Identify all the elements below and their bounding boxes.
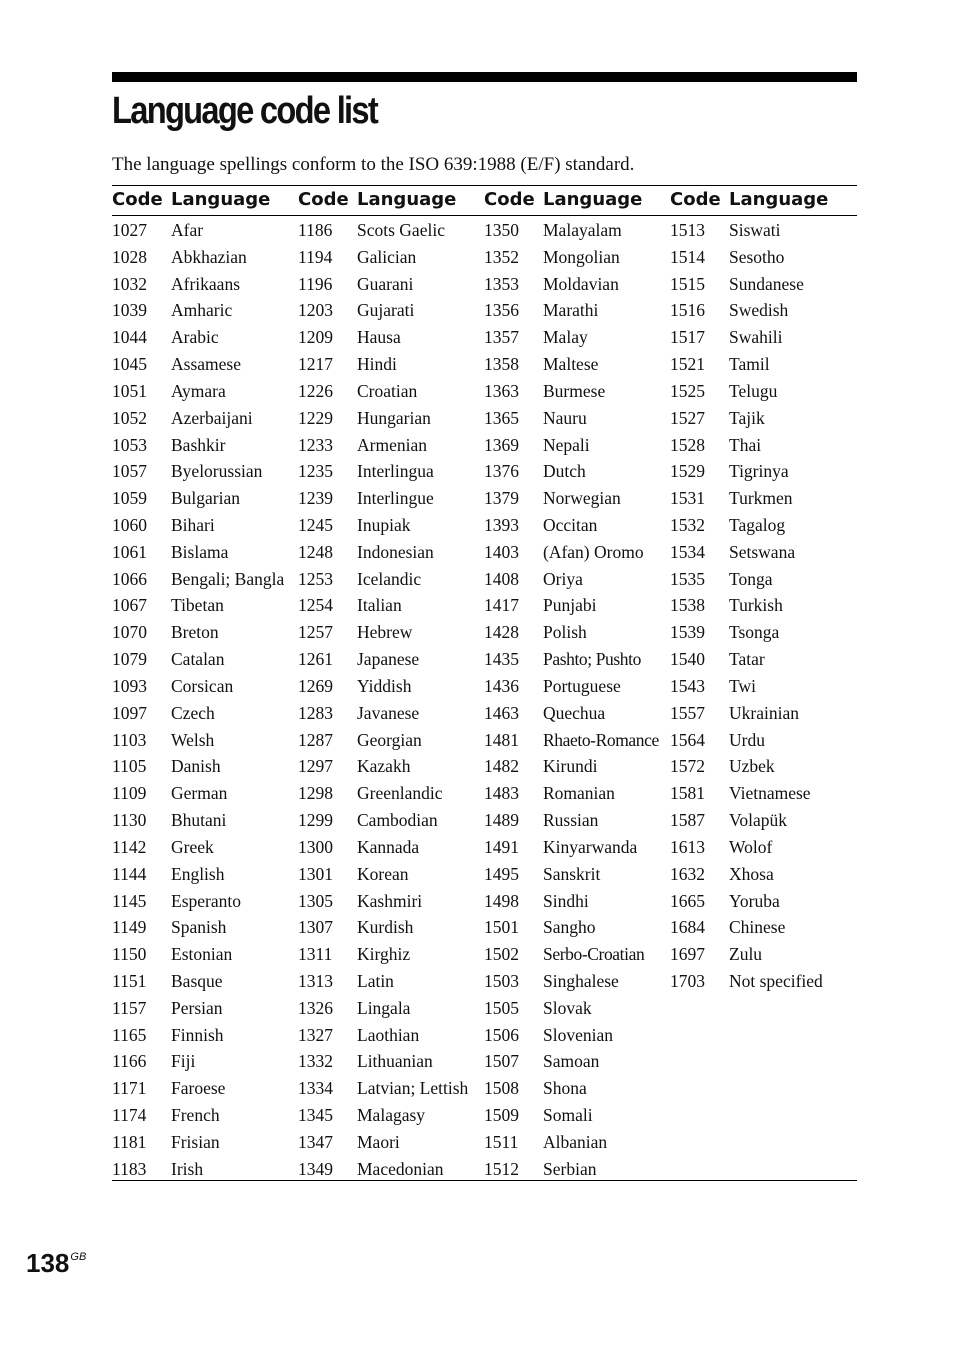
language-code: 1245 [298, 515, 333, 536]
language-code: 1060 [112, 515, 147, 536]
language-name: German [171, 783, 228, 804]
language-name: Zulu [729, 944, 763, 965]
language-name: Kirghiz [357, 944, 411, 965]
language-code: 1502 [484, 944, 519, 965]
language-code: 1226 [298, 380, 333, 401]
language-code: 1463 [484, 702, 519, 723]
language-name: Greenlandic [357, 783, 443, 804]
language-name: Russian [543, 810, 599, 831]
language-code: 1142 [112, 836, 147, 857]
language-name: Tigrinya [729, 461, 789, 482]
language-code: 1513 [670, 220, 705, 240]
language-name: Dutch [543, 461, 586, 482]
language-name: Sangho [543, 917, 596, 938]
language-code: 1393 [484, 515, 519, 536]
language-name: Guarani [357, 273, 414, 294]
language-name: Bislama [171, 541, 229, 562]
language-name: Macedonian [357, 1158, 444, 1179]
language-name: Bashkir [171, 434, 226, 455]
language-code: 1239 [298, 488, 333, 509]
language-code: 1326 [298, 997, 333, 1018]
language-name: Hebrew [357, 622, 413, 643]
language-code: 1150 [112, 944, 147, 965]
language-name: Swedish [729, 300, 789, 321]
language-name: Finnish [171, 1024, 224, 1045]
language-code: 1428 [484, 622, 519, 643]
language-code: 1347 [298, 1131, 333, 1152]
language-code: 1509 [484, 1105, 519, 1126]
language-code: 1613 [670, 836, 705, 857]
language-code: 1027 [112, 220, 147, 240]
language-name: Not specified [729, 970, 823, 991]
language-name: Kannada [357, 836, 420, 857]
language-name: Nepali [543, 434, 590, 455]
language-name: Gujarati [357, 300, 415, 321]
language-name: Thai [729, 434, 762, 455]
language-name: Samoan [543, 1051, 600, 1072]
language-name: Estonian [171, 944, 233, 965]
language-code: 1307 [298, 917, 333, 938]
page-title: Language code list [112, 90, 378, 132]
language-name: Lithuanian [357, 1051, 433, 1072]
language-name: Galician [357, 246, 417, 267]
language-name: Laothian [357, 1024, 420, 1045]
language-name: Latvian; Lettish [357, 1078, 469, 1099]
language-name: Tsonga [729, 622, 780, 643]
language-code: 1257 [298, 622, 333, 643]
language-code: 1327 [298, 1024, 333, 1045]
language-name: Hindi [357, 354, 397, 375]
language-name: Korean [357, 863, 409, 884]
language-name: Hungarian [357, 407, 431, 428]
language-code: 1149 [112, 917, 147, 938]
language-code: 1507 [484, 1051, 519, 1072]
language-name: Spanish [171, 917, 227, 938]
language-name: Oriya [543, 568, 583, 589]
language-code: 1165 [112, 1024, 147, 1045]
language-name: Urdu [729, 729, 765, 750]
language-name: Kinyarwanda [543, 836, 638, 857]
language-code: 1301 [298, 863, 333, 884]
language-name: Tajik [729, 407, 765, 428]
language-name: Greek [171, 836, 214, 857]
language-code: 1229 [298, 407, 333, 428]
language-code: 1105 [112, 756, 147, 777]
language-name: Slovenian [543, 1024, 613, 1045]
language-code: 1365 [484, 407, 519, 428]
language-name: Singhalese [543, 970, 619, 991]
language-code: 1564 [670, 729, 705, 750]
language-name: Moldavian [543, 273, 619, 294]
language-name: Cambodian [357, 810, 438, 831]
language-code: 1103 [112, 729, 147, 750]
header-code: Code [484, 189, 535, 210]
language-name: Xhosa [729, 863, 774, 884]
language-name: Esperanto [171, 890, 241, 911]
language-name: Faroese [171, 1078, 226, 1099]
language-code: 1482 [484, 756, 519, 777]
language-name: Sanskrit [543, 863, 601, 884]
language-name: Afar [171, 220, 204, 240]
language-code: 1417 [484, 595, 519, 616]
language-code: 1408 [484, 568, 519, 589]
language-name: Kazakh [357, 756, 411, 777]
language-name: Polish [543, 622, 587, 643]
language-code: 1186 [298, 220, 333, 240]
language-code: 1196 [298, 273, 333, 294]
language-code: 1539 [670, 622, 705, 643]
language-code: 1345 [298, 1105, 333, 1126]
language-code: 1508 [484, 1078, 519, 1099]
language-name: Sindhi [543, 890, 589, 911]
language-name: Kashmiri [357, 890, 423, 911]
language-name: Italian [357, 595, 402, 616]
language-name: Armenian [357, 434, 427, 455]
language-name: Tonga [729, 568, 773, 589]
language-code: 1379 [484, 488, 519, 509]
language-code: 1066 [112, 568, 147, 589]
language-name: Georgian [357, 729, 422, 750]
language-code: 1352 [484, 246, 519, 267]
page-number [26, 1248, 86, 1279]
intro-text: The language spellings conform to the ISO 639:1988 (E/F) standard. [112, 154, 635, 175]
language-code: 1503 [484, 970, 519, 991]
language-code: 1632 [670, 863, 705, 884]
language-name: Serbian [543, 1158, 597, 1179]
language-name: Pashto; Pushto [543, 649, 641, 670]
language-code: 1684 [670, 917, 705, 938]
language-code: 1535 [670, 568, 705, 589]
language-name: Ukrainian [729, 702, 799, 723]
language-name: Uzbek [729, 756, 775, 777]
language-code: 1538 [670, 595, 705, 616]
header-rule [112, 215, 857, 216]
language-code: 1489 [484, 810, 519, 831]
language-code: 1587 [670, 810, 705, 831]
language-name: Sesotho [729, 246, 785, 267]
language-name: Tatar [729, 649, 765, 670]
language-name: Quechua [543, 702, 606, 723]
language-code: 1297 [298, 756, 333, 777]
language-name: Somali [543, 1105, 593, 1126]
language-name: Occitan [543, 515, 598, 536]
language-code: 1151 [112, 970, 147, 991]
language-name: Yiddish [357, 675, 412, 696]
language-code: 1045 [112, 354, 147, 375]
language-name: (Afan) Oromo [543, 541, 644, 562]
language-name: Arabic [171, 327, 219, 348]
language-name: Indonesian [357, 541, 434, 562]
language-name: Icelandic [357, 568, 422, 589]
language-code: 1248 [298, 541, 333, 562]
language-code: 1109 [112, 783, 147, 804]
language-code: 1334 [298, 1078, 333, 1099]
language-code: 1070 [112, 622, 147, 643]
language-name: Malay [543, 327, 588, 348]
language-name: Interlingua [357, 461, 434, 482]
language-code: 1051 [112, 380, 147, 401]
language-name: Twi [729, 675, 756, 696]
language-code: 1515 [670, 273, 705, 294]
page-number-value: 138 [26, 1248, 70, 1278]
language-code: 1209 [298, 327, 333, 348]
language-name: Inupiak [357, 515, 411, 536]
header-code: Code [298, 189, 349, 210]
language-code: 1349 [298, 1158, 333, 1179]
language-code: 1166 [112, 1051, 147, 1072]
language-code: 1052 [112, 407, 147, 428]
language-code: 1287 [298, 729, 333, 750]
language-code: 1505 [484, 997, 519, 1018]
language-code: 1521 [670, 354, 705, 375]
language-name: English [171, 863, 225, 884]
language-code: 1269 [298, 675, 333, 696]
language-code: 1144 [112, 863, 147, 884]
language-name: Turkish [729, 595, 783, 616]
language-code: 1079 [112, 649, 147, 670]
language-code: 1512 [484, 1158, 519, 1179]
language-code: 1534 [670, 541, 705, 562]
header-language: Language [171, 189, 271, 210]
language-name: Welsh [171, 729, 215, 750]
language-code: 1044 [112, 327, 147, 348]
language-name: Turkmen [729, 488, 793, 509]
language-name: Maori [357, 1131, 400, 1152]
language-name: Rhaeto-Romance [543, 729, 659, 750]
language-code: 1235 [298, 461, 333, 482]
language-name: Breton [171, 622, 219, 643]
language-name: Byelorussian [171, 461, 263, 482]
language-name: Basque [171, 970, 223, 991]
language-code: 1543 [670, 675, 705, 696]
header-language: Language [729, 189, 829, 210]
language-code: 1311 [298, 944, 333, 965]
header-language: Language [357, 189, 457, 210]
page-number-suffix: GB [70, 1251, 87, 1263]
language-code: 1376 [484, 461, 519, 482]
language-name: Telugu [729, 380, 778, 401]
top-rule [112, 72, 857, 82]
language-name: Nauru [543, 407, 587, 428]
language-code-table [112, 185, 857, 1181]
language-code: 1217 [298, 354, 333, 375]
language-code: 1356 [484, 300, 519, 321]
language-code: 1093 [112, 675, 147, 696]
language-code: 1067 [112, 595, 147, 616]
language-code: 1525 [670, 380, 705, 401]
language-name: Chinese [729, 917, 786, 938]
language-name: Bulgarian [171, 488, 241, 509]
language-code: 1194 [298, 246, 333, 267]
language-code: 1481 [484, 729, 519, 750]
language-name: Hausa [357, 327, 401, 348]
language-code: 1254 [298, 595, 333, 616]
language-code: 1501 [484, 917, 519, 938]
language-name: Corsican [171, 675, 234, 696]
language-code: 1157 [112, 997, 147, 1018]
language-code: 1313 [298, 970, 333, 991]
language-name: Bihari [171, 515, 215, 536]
language-code: 1403 [484, 541, 519, 562]
language-name: Frisian [171, 1131, 220, 1152]
language-code: 1540 [670, 649, 705, 670]
language-code: 1353 [484, 273, 519, 294]
language-name: Malayalam [543, 220, 622, 240]
language-name: Bengali; Bangla [171, 568, 285, 589]
language-code: 1516 [670, 300, 705, 321]
language-code: 1436 [484, 675, 519, 696]
language-code: 1305 [298, 890, 333, 911]
language-code: 1061 [112, 541, 147, 562]
language-code: 1697 [670, 944, 705, 965]
language-code: 1171 [112, 1078, 147, 1099]
language-name: Catalan [171, 649, 225, 670]
language-name: Norwegian [543, 488, 621, 509]
language-name: Tibetan [171, 595, 224, 616]
language-code: 1253 [298, 568, 333, 589]
language-name: French [171, 1105, 220, 1126]
language-name: Danish [171, 756, 221, 777]
language-code: 1299 [298, 810, 333, 831]
language-code: 1363 [484, 380, 519, 401]
language-name: Punjabi [543, 595, 597, 616]
header-language: Language [543, 189, 643, 210]
language-name: Croatian [357, 380, 418, 401]
header-code: Code [670, 189, 721, 210]
language-code: 1357 [484, 327, 519, 348]
language-code: 1183 [112, 1158, 147, 1179]
language-name: Sundanese [729, 273, 804, 294]
language-code: 1557 [670, 702, 705, 723]
language-code: 1491 [484, 836, 519, 857]
language-code: 1517 [670, 327, 705, 348]
language-name: Tagalog [729, 515, 786, 536]
language-code: 1145 [112, 890, 147, 911]
language-name: Aymara [171, 380, 226, 401]
language-code: 1511 [484, 1131, 519, 1152]
language-code: 1532 [670, 515, 705, 536]
language-code: 1531 [670, 488, 705, 509]
language-code: 1495 [484, 863, 519, 884]
language-code: 1358 [484, 354, 519, 375]
language-code: 1665 [670, 890, 705, 911]
header-code: Code [112, 189, 163, 210]
language-code: 1498 [484, 890, 519, 911]
language-code: 1350 [484, 220, 519, 240]
language-name: Siswati [729, 220, 781, 240]
language-name: Slovak [543, 997, 592, 1018]
language-code: 1181 [112, 1131, 147, 1152]
language-code: 1572 [670, 756, 705, 777]
language-name: Interlingue [357, 488, 434, 509]
language-name: Mongolian [543, 246, 620, 267]
language-code: 1059 [112, 488, 147, 509]
language-code: 1527 [670, 407, 705, 428]
language-name: Serbo-Croatian [543, 944, 645, 965]
language-name: Tamil [729, 354, 770, 375]
language-code: 1703 [670, 970, 705, 991]
language-code: 1300 [298, 836, 333, 857]
language-name: Japanese [357, 649, 420, 670]
language-code: 1514 [670, 246, 705, 267]
language-code: 1528 [670, 434, 705, 455]
language-name: Persian [171, 997, 223, 1018]
language-name: Assamese [171, 354, 241, 375]
language-code: 1028 [112, 246, 147, 267]
language-name: Malagasy [357, 1105, 426, 1126]
language-name: Burmese [543, 380, 606, 401]
language-code: 1483 [484, 783, 519, 804]
language-name: Amharic [171, 300, 233, 321]
language-code: 1097 [112, 702, 147, 723]
language-code: 1203 [298, 300, 333, 321]
language-name: Azerbaijani [171, 407, 253, 428]
language-name: Fiji [171, 1051, 196, 1072]
language-name: Javanese [357, 702, 420, 723]
language-code: 1298 [298, 783, 333, 804]
language-code: 1032 [112, 273, 147, 294]
language-name: Volapük [729, 810, 788, 831]
language-name: Scots Gaelic [357, 220, 445, 240]
language-name: Vietnamese [729, 783, 811, 804]
language-code: 1581 [670, 783, 705, 804]
language-code: 1369 [484, 434, 519, 455]
language-code: 1261 [298, 649, 333, 670]
language-code: 1283 [298, 702, 333, 723]
language-code: 1130 [112, 810, 147, 831]
language-name: Marathi [543, 300, 599, 321]
language-name: Shona [543, 1078, 587, 1099]
language-name: Maltese [543, 354, 599, 375]
language-name: Bhutani [171, 810, 227, 831]
language-code: 1529 [670, 461, 705, 482]
language-name: Latin [357, 970, 394, 991]
language-code: 1332 [298, 1051, 333, 1072]
language-name: Czech [171, 702, 215, 723]
language-name: Kurdish [357, 917, 414, 938]
language-code: 1233 [298, 434, 333, 455]
language-name: Romanian [543, 783, 615, 804]
language-name: Kirundi [543, 756, 598, 777]
language-code: 1053 [112, 434, 147, 455]
language-code: 1174 [112, 1105, 147, 1126]
language-code: 1039 [112, 300, 147, 321]
language-name: Wolof [729, 836, 773, 857]
language-name: Afrikaans [171, 273, 241, 294]
language-code: 1435 [484, 649, 519, 670]
language-name: Albanian [543, 1131, 608, 1152]
language-code: 1506 [484, 1024, 519, 1045]
language-code: 1057 [112, 461, 147, 482]
language-name: Lingala [357, 997, 411, 1018]
language-name: Portuguese [543, 675, 621, 696]
language-name: Irish [171, 1158, 204, 1179]
language-name: Swahili [729, 327, 783, 348]
language-name: Setswana [729, 541, 796, 562]
language-name: Abkhazian [171, 246, 247, 267]
language-name: Yoruba [729, 890, 780, 911]
